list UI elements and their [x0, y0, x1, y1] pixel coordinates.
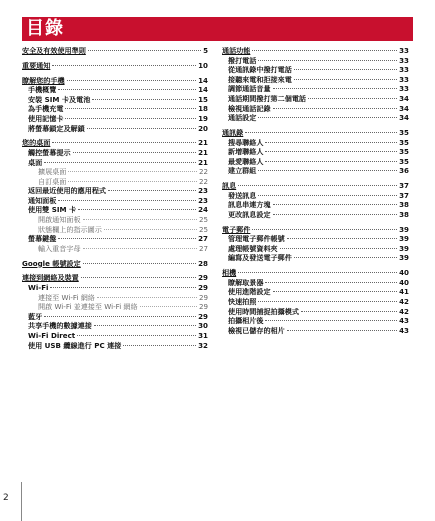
dot-leader	[265, 151, 397, 152]
entry-page-number: 33	[399, 74, 409, 84]
entry-title: 最愛聯絡人	[228, 156, 264, 166]
toc-section-entry[interactable]	[22, 138, 208, 148]
dot-leader	[83, 219, 197, 220]
entry-page-number: 24	[198, 205, 208, 215]
dot-leader	[77, 335, 196, 336]
page-title: 目錄	[26, 18, 64, 39]
entry-page-number: 14	[198, 85, 208, 95]
entry-title: 搜尋聯絡人	[228, 137, 264, 147]
entry-title: 藍牙	[28, 311, 43, 321]
dot-leader	[294, 257, 397, 258]
entry-title: 調節通話音量	[228, 84, 271, 94]
entry-title: 開啟 Wi-Fi 並連接至 Wi-Fi 網絡	[38, 302, 138, 312]
toc-entry[interactable]	[22, 177, 208, 187]
toc-entry[interactable]	[22, 293, 208, 303]
entry-title: 通知面板	[28, 195, 57, 205]
dot-leader	[50, 287, 196, 288]
entry-title: 瞭解取景器	[228, 277, 264, 287]
entry-page-number: 10	[198, 60, 208, 70]
toc-entry[interactable]	[222, 56, 409, 66]
dot-leader	[104, 229, 197, 230]
entry-title: 擴展桌面	[38, 167, 67, 177]
entry-page-number: 32	[198, 340, 208, 350]
entry-page-number: 33	[399, 65, 409, 75]
entry-title: 使用雙 SIM 卡	[28, 205, 77, 215]
toc-entry[interactable]	[22, 167, 208, 177]
entry-page-number: 19	[198, 113, 208, 123]
dot-leader	[123, 345, 196, 346]
entry-title: 通訊錄	[222, 127, 244, 137]
toc-section-entry[interactable]	[22, 259, 208, 269]
entry-page-number: 42	[399, 297, 409, 306]
entry-page-number: 35	[399, 156, 409, 166]
page-edge-line	[21, 482, 22, 521]
dot-leader	[58, 238, 196, 239]
dot-leader	[94, 325, 196, 326]
toc-entry[interactable]	[222, 75, 409, 85]
toc-section-entry[interactable]	[222, 225, 409, 235]
dot-leader	[140, 306, 197, 307]
dot-leader	[44, 162, 196, 163]
dot-leader	[108, 190, 196, 191]
toc-entry[interactable]	[22, 186, 208, 196]
entry-title: 共享手機的數據連接	[28, 321, 92, 331]
entry-title: Wi-Fi	[28, 283, 49, 292]
dot-leader	[52, 142, 196, 143]
dot-leader	[68, 181, 197, 182]
toc-section-entry[interactable]	[222, 46, 409, 56]
dot-leader	[73, 152, 197, 153]
entry-title: 新增聯絡人	[228, 147, 264, 157]
dot-leader	[83, 248, 197, 249]
entry-title: 編寫及發送電子郵件	[228, 253, 292, 263]
entry-page-number: 39	[399, 224, 409, 234]
entry-page-number: 23	[198, 195, 208, 205]
dot-leader	[273, 204, 398, 205]
entry-page-number: 25	[198, 215, 208, 225]
entry-page-number: 21	[198, 157, 208, 167]
entry-title: 返回最近使用的應用程式	[28, 186, 107, 196]
entry-page-number: 27	[198, 234, 208, 244]
dot-leader	[83, 263, 196, 264]
entry-page-number: 29	[198, 292, 208, 302]
entry-title: 開啟通知面板	[38, 215, 81, 225]
entry-page-number: 33	[399, 46, 409, 55]
dot-leader	[265, 282, 397, 283]
entry-title: 通話功能	[222, 46, 251, 55]
toc-entry[interactable]	[22, 283, 208, 293]
title-bar	[22, 17, 413, 41]
entry-title: 訊息串連方塊	[228, 200, 271, 210]
dot-leader	[52, 65, 196, 66]
toc-entry[interactable]	[222, 65, 409, 75]
entry-title: 處理帳號資料夾	[228, 243, 278, 253]
toc-section-entry[interactable]	[22, 61, 208, 71]
entry-page-number: 35	[399, 147, 409, 157]
entry-title: 連接至 Wi-Fi 網絡	[38, 292, 95, 302]
toc-entry[interactable]	[222, 113, 409, 123]
entry-title: 使用進階設定	[228, 287, 271, 297]
dot-leader	[273, 291, 398, 292]
toc-entry[interactable]	[222, 278, 409, 288]
entry-page-number: 33	[399, 84, 409, 94]
entry-page-number: 28	[198, 258, 208, 268]
dot-leader	[273, 214, 398, 215]
dot-leader	[78, 209, 196, 210]
entry-page-number: 35	[399, 137, 409, 147]
toc-entry[interactable]	[222, 297, 409, 307]
entry-page-number: 37	[399, 190, 409, 200]
entry-page-number: 39	[399, 243, 409, 253]
entry-title: Wi-Fi Direct	[28, 330, 76, 340]
entry-page-number: 40	[399, 268, 409, 278]
entry-title: 螢幕鍵盤	[28, 234, 57, 244]
entry-page-number: 34	[399, 113, 409, 123]
dot-leader	[287, 238, 397, 239]
toc-section-entry[interactable]	[22, 76, 208, 86]
entry-title: 桌面	[28, 157, 43, 167]
entry-page-number: 34	[399, 103, 409, 113]
toc-entry[interactable]	[222, 287, 409, 297]
dot-leader	[97, 297, 197, 298]
toc-right-column	[222, 46, 409, 335]
dot-leader	[58, 200, 196, 201]
entry-title: 為手機充電	[28, 104, 64, 114]
entry-page-number: 27	[198, 243, 208, 253]
toc-entry[interactable]	[222, 210, 409, 220]
toc-entry[interactable]	[222, 316, 409, 326]
entry-title: 使用 USB 纜線進行 PC 連接	[28, 340, 122, 350]
toc-entry[interactable]	[22, 312, 208, 322]
entry-title: 更改訊息設定	[228, 209, 271, 219]
toc-section-entry[interactable]	[222, 268, 409, 278]
toc-entry[interactable]	[222, 307, 409, 317]
toc-entry[interactable]	[222, 147, 409, 157]
toc-entry[interactable]	[222, 104, 409, 114]
toc-entry[interactable]	[222, 191, 409, 201]
dot-leader	[287, 330, 397, 331]
toc-entry[interactable]	[22, 321, 208, 331]
entry-page-number: 29	[198, 273, 208, 283]
entry-title: 訊息	[222, 181, 237, 191]
entry-title: 檢視已儲存的相片	[228, 325, 285, 335]
toc-entry[interactable]	[22, 85, 208, 95]
entry-title: 重要通知	[22, 60, 51, 70]
dot-leader	[265, 142, 397, 143]
dot-leader	[65, 108, 196, 109]
toc-entry[interactable]	[22, 95, 208, 105]
entry-title: 觸控螢幕提示	[28, 147, 71, 157]
entry-title: 快速拍照	[228, 297, 257, 306]
entry-title: 檢視通話記錄	[228, 103, 271, 113]
entry-page-number: 39	[399, 234, 409, 244]
entry-page-number: 15	[198, 94, 208, 104]
dot-leader	[88, 50, 201, 51]
entry-title: 狀態欄上的指示圖示	[38, 224, 102, 234]
entry-title: 輸入重音字母	[38, 243, 81, 253]
entry-title: 相機	[222, 268, 237, 278]
toc-entry[interactable]	[22, 225, 208, 235]
entry-title: 通話期間撥打第二個電話	[228, 93, 307, 103]
toc-entry[interactable]	[22, 205, 208, 215]
toc-entry[interactable]	[22, 104, 208, 114]
entry-page-number: 21	[198, 147, 208, 157]
entry-page-number: 29	[198, 283, 208, 292]
toc-entry[interactable]	[22, 114, 208, 124]
entry-page-number: 25	[198, 224, 208, 234]
entry-title: 通話設定	[228, 113, 257, 123]
toc-entry[interactable]	[22, 148, 208, 158]
dot-leader	[258, 301, 397, 302]
dot-leader	[87, 128, 196, 129]
dot-leader	[68, 171, 197, 172]
entry-title: 發送訊息	[228, 190, 257, 200]
toc-entry[interactable]	[22, 302, 208, 312]
entry-page-number: 43	[399, 325, 409, 335]
entry-title: 安裝 SIM 卡及電池	[28, 94, 91, 104]
toc-entry[interactable]	[22, 196, 208, 206]
dot-leader	[280, 248, 397, 249]
toc-entry[interactable]	[222, 157, 409, 167]
entry-title: 安全及有效使用準則	[22, 46, 86, 55]
toc-section-entry[interactable]	[222, 181, 409, 191]
entry-title: Google 帳號設定	[22, 258, 81, 268]
dot-leader	[92, 99, 196, 100]
entry-page-number: 36	[399, 166, 409, 176]
toc-entry[interactable]	[222, 166, 409, 176]
toc-entry[interactable]	[22, 158, 208, 168]
entry-title: 瞭解您的手機	[22, 75, 65, 85]
entry-page-number: 41	[399, 287, 409, 297]
dot-leader	[308, 98, 397, 99]
dot-leader	[67, 80, 197, 81]
entry-page-number: 33	[399, 55, 409, 65]
entry-title: 電子郵件	[222, 224, 251, 234]
toc-section-entry[interactable]	[22, 46, 208, 56]
dot-leader	[294, 69, 397, 70]
entry-page-number: 30	[198, 321, 208, 331]
entry-page-number: 23	[198, 186, 208, 196]
entry-title: 撥打電話	[228, 55, 257, 65]
entry-title: 使用時間捕捉拍攝模式	[228, 306, 299, 316]
entry-page-number: 29	[198, 302, 208, 312]
toc-entry[interactable]	[222, 138, 409, 148]
entry-title: 拍攝相片後	[228, 316, 264, 326]
dot-leader	[301, 311, 397, 312]
entry-title: 自訂桌面	[38, 176, 67, 186]
entry-page-number: 14	[198, 75, 208, 85]
entry-page-number: 37	[399, 181, 409, 191]
entry-page-number: 38	[399, 200, 409, 210]
dot-leader	[258, 170, 397, 171]
entry-title: 連接到網絡及裝置	[22, 273, 79, 283]
toc-entry[interactable]	[222, 253, 409, 263]
entry-page-number: 42	[399, 306, 409, 316]
dot-leader	[58, 89, 196, 90]
dot-leader	[273, 88, 398, 89]
entry-title: 接聽來電和拒接來電	[228, 74, 292, 84]
entry-page-number: 43	[399, 316, 409, 326]
entry-page-number: 35	[399, 127, 409, 137]
toc-entry[interactable]	[222, 94, 409, 104]
toc-entry[interactable]	[22, 124, 208, 134]
toc-entry[interactable]	[22, 234, 208, 244]
dot-leader	[265, 320, 397, 321]
dot-leader	[245, 132, 397, 133]
toc-section-entry[interactable]	[22, 273, 208, 283]
entry-page-number: 39	[399, 253, 409, 263]
entry-page-number: 20	[198, 123, 208, 133]
dot-leader	[258, 60, 397, 61]
dot-leader	[252, 229, 397, 230]
entry-page-number: 5	[203, 46, 208, 55]
toc-section-entry[interactable]	[222, 128, 409, 138]
toc-entry[interactable]	[222, 200, 409, 210]
dot-leader	[65, 118, 196, 119]
toc-entry[interactable]	[22, 331, 208, 341]
dot-leader	[273, 108, 398, 109]
dot-leader	[258, 117, 397, 118]
toc-entry[interactable]	[222, 244, 409, 254]
dot-leader	[238, 185, 397, 186]
entry-title: 手機概覽	[28, 85, 57, 95]
entry-title: 建立群組	[228, 166, 257, 176]
entry-page-number: 21	[198, 138, 208, 148]
dot-leader	[238, 272, 397, 273]
dot-leader	[258, 195, 397, 196]
entry-page-number: 31	[198, 330, 208, 340]
entry-page-number: 38	[399, 209, 409, 219]
entry-page-number: 22	[198, 176, 208, 186]
dot-leader	[44, 316, 196, 317]
entry-title: 使用記憶卡	[28, 113, 64, 123]
dot-leader	[81, 277, 196, 278]
entry-page-number: 40	[399, 277, 409, 287]
toc-entry[interactable]	[22, 341, 208, 351]
entry-page-number: 34	[399, 93, 409, 103]
page-number: 2	[3, 493, 9, 503]
entry-page-number: 18	[198, 104, 208, 114]
toc-entry[interactable]	[22, 215, 208, 225]
toc-entry[interactable]	[222, 84, 409, 94]
dot-leader	[252, 50, 397, 51]
entry-title: 將螢幕鎖定及解鎖	[28, 123, 85, 133]
toc-entry[interactable]	[22, 244, 208, 254]
toc-entry[interactable]	[222, 234, 409, 244]
dot-leader	[265, 161, 397, 162]
dot-leader	[294, 79, 397, 80]
toc-entry[interactable]	[222, 326, 409, 336]
entry-page-number: 22	[198, 167, 208, 177]
entry-title: 您的桌面	[22, 138, 51, 148]
entry-title: 管理電子郵件帳號	[228, 234, 285, 244]
toc-left-column	[22, 46, 208, 350]
entry-page-number: 29	[198, 311, 208, 321]
entry-title: 從通訊錄中撥打電話	[228, 65, 292, 75]
